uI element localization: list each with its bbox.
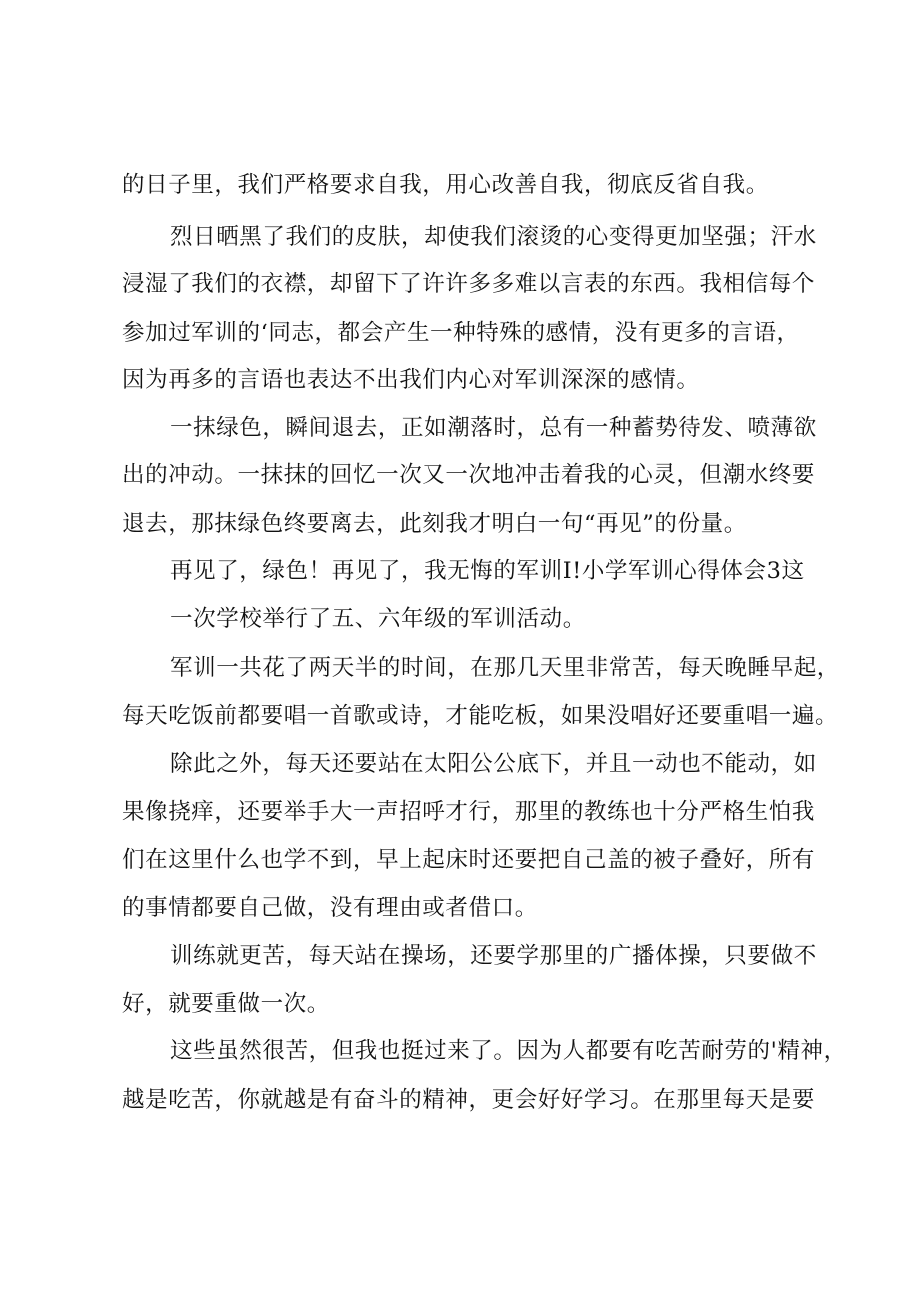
text-line-7: 出的冲动。一抹抹的回忆一次又一次地冲击着我的心灵，但潮水终要 — [122, 462, 816, 488]
text-line-1: 的日子里，我们严格要求自我，用心改善自我，彻底反省自我。 — [122, 172, 769, 198]
text-line-3: 浸湿了我们的衣襟，却留下了许许多多难以言表的东西。我相信每个 — [122, 271, 816, 297]
text-line-5: 因为再多的言语也表达不出我们内心对军训深深的感情。 — [122, 367, 700, 393]
text-line-6: 一抹绿色，瞬间退去，正如潮落时，总有一种蓄势待发、喷薄欲 — [170, 415, 817, 441]
text-line-20: 越是吃苦，你就越是有奋斗的精神，更会好好学习。在那里每天是要 — [122, 1087, 816, 1113]
text-line-12: 每天吃饭前都要唱一首歌或诗，才能吃板，如果没唱好还要重唱一遍。 — [122, 703, 839, 729]
text-line-4: 参加过军训的‘同志，都会产生一种特殊的感情，没有更多的言语， — [122, 320, 800, 346]
text-line-18: 好，就要重做一次。 — [122, 991, 330, 1017]
text-line-19: 这些虽然很苦，但我也挺过来了。因为人都要有吃苦耐劳的'精神， — [170, 1038, 847, 1064]
text-line-17: 训练就更苦，每天站在操场，还要学那里的广播体操，只要做不 — [170, 943, 817, 969]
text-line-13: 除此之外，每天还要站在太阳公公底下，并且一动也不能动，如 — [170, 751, 817, 777]
text-line-14: 果像挠痒，还要举手大一声招呼才行，那里的教练也十分严格生怕我 — [122, 799, 816, 825]
text-line-11: 军训一共花了两天半的时间，在那几天里非常苦，每天晚睡早起， — [170, 655, 840, 681]
text-line-2: 烈日晒黑了我们的皮肤，却使我们滚烫的心变得更加坚强；汗水 — [170, 224, 817, 250]
text-line-9: 再见了，绿色！再见了，我无悔的军训Ⅰ!小学军训心得体会3这 — [170, 558, 805, 584]
text-line-16: 的事情都要自己做，没有理由或者借口。 — [122, 895, 538, 921]
text-line-10: 一次学校举行了五、六年级的军训活动。 — [170, 606, 586, 632]
text-line-15: 们在这里什么也学不到，早上起床时还要把自己盖的被子叠好，所有 — [122, 847, 816, 873]
text-line-8: 退去，那抹绿色终要离去，此刻我才明白一句“再见”的份量。 — [122, 511, 747, 537]
